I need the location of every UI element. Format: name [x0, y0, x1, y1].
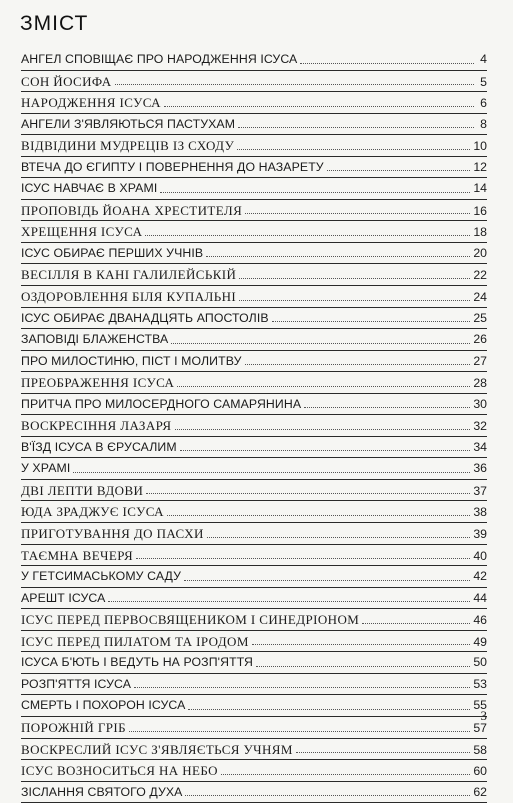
toc-entry: [21, 545, 487, 567]
toc-entry-page: 10: [473, 139, 487, 154]
toc-entry-title: СОН ЙОСИФА: [21, 73, 112, 89]
toc-entry-title: ПРЕОБРАЖЕННЯ ІСУСА: [21, 375, 175, 391]
toc-entry-title: ВЕСІЛЛЯ В КАНІ ГАЛИЛЕЙСЬКІЙ: [21, 267, 237, 283]
toc-entry-title: ПРОПОВІДЬ ЙОАНА ХРЕСТИТЕЛЯ: [21, 202, 243, 218]
toc-entry-page: 36: [473, 461, 487, 476]
toc-entry-title: ЗІСЛАННЯ СВЯТОГО ДУХА: [21, 784, 183, 799]
dot-leader: [146, 492, 470, 494]
dot-leader: [177, 385, 470, 387]
toc-entry-title: ПРИГОТУВАННЯ ДО ПАСХИ: [21, 526, 204, 542]
toc-entry: [21, 631, 487, 653]
page-title: ЗМІСТ: [20, 12, 89, 35]
toc-entry-page: 57: [473, 720, 487, 735]
toc-entry-page: 44: [473, 590, 487, 605]
toc-entry: [21, 200, 487, 222]
toc-entry-title: ХРЕЩЕННЯ ІСУСА: [21, 224, 143, 240]
toc-entry-page: 22: [473, 268, 487, 283]
dot-leader: [296, 751, 471, 753]
toc-entry-page: 18: [473, 225, 487, 240]
toc-entry-title: ІСУС НАВЧАЄ В ХРАМІ: [21, 181, 158, 196]
toc-entry: [21, 394, 487, 416]
dot-leader: [304, 406, 470, 408]
toc-entry-page: 53: [473, 676, 487, 691]
dot-leader: [108, 600, 470, 602]
toc-entry-title: ІСУС ОБИРАЄ ПЕРШИХ УЧНІВ: [21, 245, 204, 260]
toc-entry: [21, 71, 487, 93]
toc-entry-title: ПРО МИЛОСТИНЮ, ПІСТ І МОЛИТВУ: [21, 353, 242, 368]
toc-entry: [21, 114, 487, 136]
toc-entry-page: 34: [473, 439, 487, 454]
toc-entry-page: 49: [473, 634, 487, 649]
toc-entry-page: 58: [473, 742, 487, 757]
dot-leader: [238, 126, 474, 128]
toc-entry: [21, 674, 487, 696]
toc-entry-page: 26: [473, 332, 487, 347]
toc-entry-title: ІСУС ОБИРАЄ ДВАНАДЦЯТЬ АПОСТОЛІВ: [21, 310, 269, 325]
dot-leader: [115, 83, 474, 85]
toc-entry-page: 12: [473, 159, 487, 174]
toc-entry: [21, 782, 487, 803]
dot-leader: [237, 148, 470, 150]
toc-entry-page: 6: [480, 96, 487, 111]
dot-leader: [164, 105, 474, 107]
toc-entry-title: ЗАПОВІДІ БЛАЖЕНСТВА: [21, 332, 169, 347]
toc-entry: [21, 760, 487, 782]
toc-entry-page: 62: [473, 784, 487, 799]
page-number: 3: [480, 708, 487, 723]
toc-entry-page: 32: [473, 419, 487, 434]
toc-entry: [21, 157, 487, 179]
table-of-contents: [21, 49, 487, 803]
toc-entry-title: У ГЕТСИМАСЬКОМУ САДУ: [21, 569, 182, 584]
toc-entry-title: ДВІ ЛЕПТИ ВДОВИ: [21, 482, 144, 498]
toc-entry: [21, 243, 487, 265]
dot-leader: [185, 794, 470, 796]
toc-entry: [21, 351, 487, 373]
toc-entry-page: 27: [473, 353, 487, 368]
dot-leader: [171, 342, 470, 344]
toc-entry: [21, 588, 487, 610]
toc-entry-title: ІСУС ПЕРЕД ПЕРВОСВЯЩЕНИКОМ І СИНЕДРІОНОМ: [21, 612, 360, 628]
toc-entry: [21, 178, 487, 200]
toc-entry-title: ВОСКРЕСІННЯ ЛАЗАРЯ: [21, 418, 172, 434]
toc-entry-title: ВІДВІДИНИ МУДРЕЦІВ ІЗ СХОДУ: [21, 138, 235, 154]
dot-leader: [327, 169, 471, 171]
dot-leader: [134, 686, 470, 688]
dot-leader: [129, 730, 470, 732]
toc-entry: [21, 264, 487, 286]
toc-entry-page: 60: [473, 764, 487, 779]
toc-entry-title: У ХРАМІ: [21, 461, 71, 476]
toc-entry-title: АНГЕЛ СПОВІЩАЄ ПРО НАРОДЖЕННЯ ІСУСА: [21, 52, 298, 66]
toc-entry-page: 55: [473, 698, 487, 713]
toc-entry-page: 37: [473, 483, 487, 498]
toc-entry: [21, 92, 487, 114]
toc-entry: [21, 286, 487, 308]
toc-entry-page: 38: [473, 505, 487, 520]
dot-leader: [245, 212, 470, 214]
dot-leader: [252, 643, 471, 645]
toc-entry-title: СМЕРТЬ І ПОХОРОН ІСУСА: [21, 698, 186, 713]
toc-entry: [21, 523, 487, 545]
dot-leader: [136, 557, 470, 559]
toc-entry: [21, 501, 487, 523]
dot-leader: [188, 708, 470, 710]
toc-entry: [21, 221, 487, 243]
toc-entry-page: 4: [480, 52, 487, 66]
dot-leader: [207, 536, 470, 538]
toc-entry-page: 20: [473, 245, 487, 260]
dot-leader: [362, 622, 470, 624]
dot-leader: [167, 514, 470, 516]
toc-entry: [21, 135, 487, 157]
dot-leader: [184, 579, 470, 581]
toc-entry-title: АНГЕЛИ З'ЯВЛЯЮТЬСЯ ПАСТУХАМ: [21, 116, 236, 131]
toc-entry: [21, 717, 487, 739]
toc-entry-title: ПРИТЧА ПРО МИЛОСЕРДНОГО САМАРЯНИНА: [21, 396, 302, 411]
toc-entry: [21, 739, 487, 761]
dot-leader: [272, 320, 471, 322]
toc-entry-page: 40: [473, 548, 487, 563]
toc-entry-title: ІСУС ПЕРЕД ПИЛАТОМ ТА ІРОДОМ: [21, 633, 249, 649]
toc-entry-page: 46: [473, 613, 487, 628]
toc-entry-page: 5: [480, 74, 487, 89]
toc-entry: [21, 695, 487, 717]
toc-entry: [21, 566, 487, 588]
toc-entry-title: ПОРОЖНІЙ ГРІБ: [21, 719, 126, 735]
toc-entry-title: ТАЄМНА ВЕЧЕРЯ: [21, 547, 134, 563]
toc-entry: [21, 308, 487, 330]
toc-entry-title: ВТЕЧА ДО ЄГИПТУ І ПОВЕРНЕННЯ ДО НАЗАРЕТУ: [21, 159, 324, 174]
toc-entry: [21, 49, 487, 71]
toc-entry-page: 39: [473, 527, 487, 542]
toc-entry: [21, 437, 487, 459]
toc-entry-title: ЮДА ЗРАДЖУЄ ІСУСА: [21, 504, 164, 520]
dot-leader: [256, 665, 470, 667]
dot-leader: [300, 62, 474, 64]
toc-entry-title: ОЗДОРОВЛЕННЯ БІЛЯ КУПАЛЬНІ: [21, 289, 237, 305]
toc-entry-title: ВОСКРЕСЛИЙ ІСУС З'ЯВЛЯЄТЬСЯ УЧНЯМ: [21, 741, 293, 757]
toc-entry-page: 8: [480, 116, 487, 131]
toc-entry-page: 28: [473, 376, 487, 391]
toc-entry-page: 30: [473, 396, 487, 411]
toc-entry-page: 16: [473, 203, 487, 218]
toc-entry-page: 42: [473, 569, 487, 584]
dot-leader: [175, 428, 471, 430]
dot-leader: [160, 191, 470, 193]
toc-entry-page: 24: [473, 290, 487, 305]
dot-leader: [245, 363, 471, 365]
dot-leader: [239, 277, 470, 279]
toc-entry: [21, 458, 487, 480]
dot-leader: [239, 299, 470, 301]
toc-entry: [21, 415, 487, 437]
toc-entry-title: В'ЇЗД ІСУСА В ЄРУСАЛИМ: [21, 439, 177, 454]
toc-entry: [21, 329, 487, 351]
toc-entry: [21, 609, 487, 631]
toc-entry-page: 50: [473, 655, 487, 670]
toc-entry: [21, 652, 487, 674]
dot-leader: [221, 773, 470, 775]
toc-entry-title: НАРОДЖЕННЯ ІСУСА: [21, 95, 161, 111]
dot-leader: [145, 234, 470, 236]
dot-leader: [206, 255, 470, 257]
dot-leader: [180, 449, 471, 451]
toc-entry-title: ІСУСА Б'ЮТЬ І ВЕДУТЬ НА РОЗП'ЯТТЯ: [21, 655, 254, 670]
dot-leader: [73, 471, 470, 473]
toc-entry: [21, 372, 487, 394]
toc-entry-title: ІСУС ВОЗНОСИТЬСЯ НА НЕБО: [21, 763, 218, 779]
toc-entry-title: АРЕШТ ІСУСА: [21, 590, 106, 605]
toc-entry-page: 14: [473, 181, 487, 196]
toc-entry-title: РОЗП'ЯТТЯ ІСУСА: [21, 676, 132, 691]
toc-entry-page: 25: [473, 310, 487, 325]
toc-entry: [21, 480, 487, 502]
